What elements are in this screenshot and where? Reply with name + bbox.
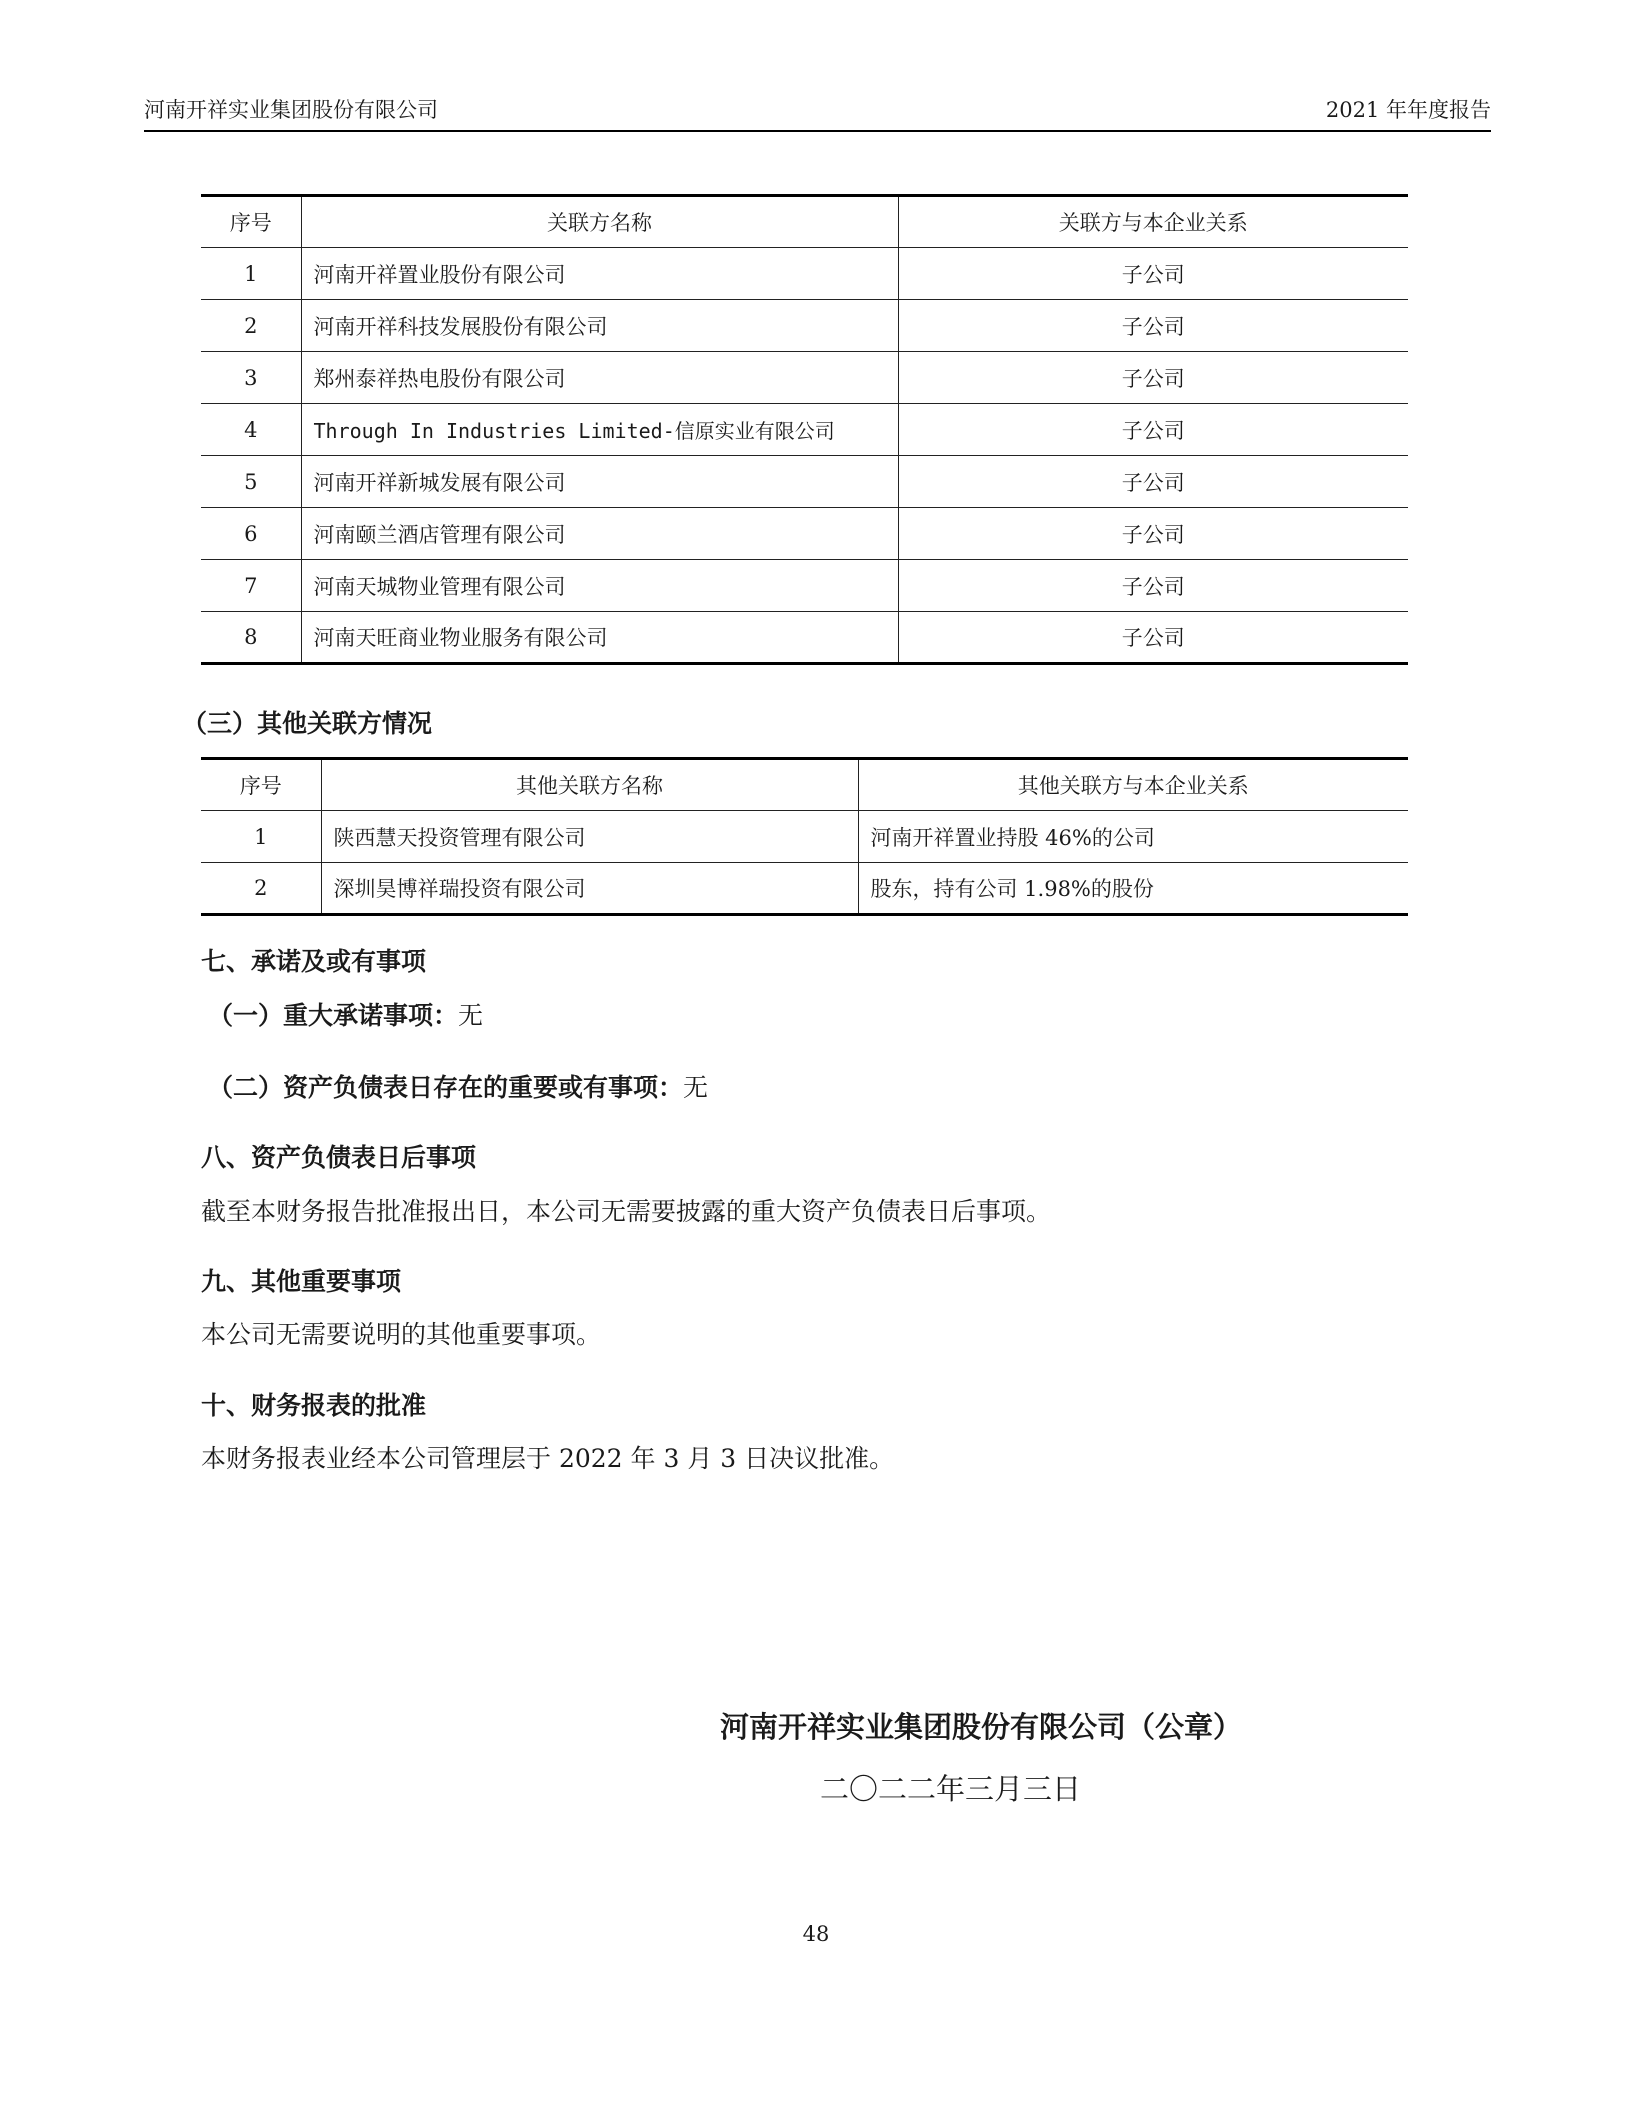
table-row [201,352,1408,404]
item-2-label: （二）资产负债表日存在的重要或有事项： [208,1073,684,1102]
cell-relation: 子公司 [898,560,1408,612]
page-number: 48 [802,1922,830,1946]
cell-relation: 河南开祥置业持股 46%的公司 [858,811,1408,863]
related-party-table [201,194,1408,665]
col-header-name: 关联方名称 [301,196,898,248]
table-row [201,300,1408,352]
cell-relation: 子公司 [898,248,1408,300]
cell-relation: 股东，持有公司 1.98%的股份 [858,863,1408,915]
col-header-relation: 其他关联方与本企业关系 [858,759,1408,811]
other-related-party-table [201,757,1408,916]
cell-index: 5 [201,456,301,508]
section-9-body: 本公司无需要说明的其他重要事项。 [201,1320,602,1349]
table-row [201,456,1408,508]
col-header-name: 其他关联方名称 [321,759,858,811]
col-header-index: 序号 [201,196,301,248]
cell-name: 深圳昊博祥瑞投资有限公司 [321,863,858,915]
signature-company: 河南开祥实业集团股份有限公司（公章） [720,1710,1243,1744]
item-2-value: 无 [683,1073,709,1102]
cell-relation: 子公司 [898,352,1408,404]
cell-relation: 子公司 [898,404,1408,456]
table-row [201,248,1408,300]
cell-index: 2 [201,863,321,915]
cell-index: 3 [201,352,301,404]
table-row [201,560,1408,612]
cell-name: Through In Industries Limited-信原实业有限公司 [301,404,898,456]
section-9-title: 九、其他重要事项 [201,1267,402,1296]
cell-index: 1 [201,248,301,300]
cell-name: 河南天城物业管理有限公司 [301,560,898,612]
cell-index: 8 [201,612,301,664]
col-header-index: 序号 [201,759,321,811]
signature-date: 二〇二二年三月三日 [820,1772,1082,1806]
section-7-item-1 [208,996,483,1032]
cell-name: 河南开祥科技发展股份有限公司 [301,300,898,352]
page-header [144,94,1491,132]
col-header-relation: 关联方与本企业关系 [898,196,1408,248]
cell-name: 河南天旺商业物业服务有限公司 [301,612,898,664]
cell-relation: 子公司 [898,456,1408,508]
cell-index: 4 [201,404,301,456]
section-10-title: 十、财务报表的批准 [201,1391,427,1420]
cell-index: 7 [201,560,301,612]
section-7-item-2 [208,1068,708,1104]
cell-relation: 子公司 [898,508,1408,560]
cell-name: 河南颐兰酒店管理有限公司 [301,508,898,560]
section-7-title: 七、承诺及或有事项 [201,947,427,976]
table-header-row [201,759,1408,811]
section-8-body: 截至本财务报告批准报出日，本公司无需要披露的重大资产负债表日后事项。 [201,1197,1052,1226]
table-row [201,612,1408,664]
cell-name: 河南开祥新城发展有限公司 [301,456,898,508]
cell-relation: 子公司 [898,612,1408,664]
section-10-body: 本财务报表业经本公司管理层于 2022 年 3 月 3 日决议批准。 [201,1444,895,1473]
cell-relation: 子公司 [898,300,1408,352]
cell-index: 6 [201,508,301,560]
table-row [201,811,1408,863]
section-8-title: 八、资产负债表日后事项 [201,1143,477,1172]
cell-name: 郑州泰祥热电股份有限公司 [301,352,898,404]
header-report-title: 2021 年年度报告 [1325,98,1491,122]
table-row [201,508,1408,560]
cell-index: 2 [201,300,301,352]
section-3-title: （三）其他关联方情况 [182,709,433,738]
cell-name: 河南开祥置业股份有限公司 [301,248,898,300]
cell-index: 1 [201,811,321,863]
table-row [201,404,1408,456]
table-row [201,863,1408,915]
cell-name: 陕西慧天投资管理有限公司 [321,811,858,863]
header-company: 河南开祥实业集团股份有限公司 [144,98,438,122]
table-header-row [201,196,1408,248]
item-1-value: 无 [458,1001,484,1030]
item-1-label: （一）重大承诺事项： [208,1001,459,1030]
